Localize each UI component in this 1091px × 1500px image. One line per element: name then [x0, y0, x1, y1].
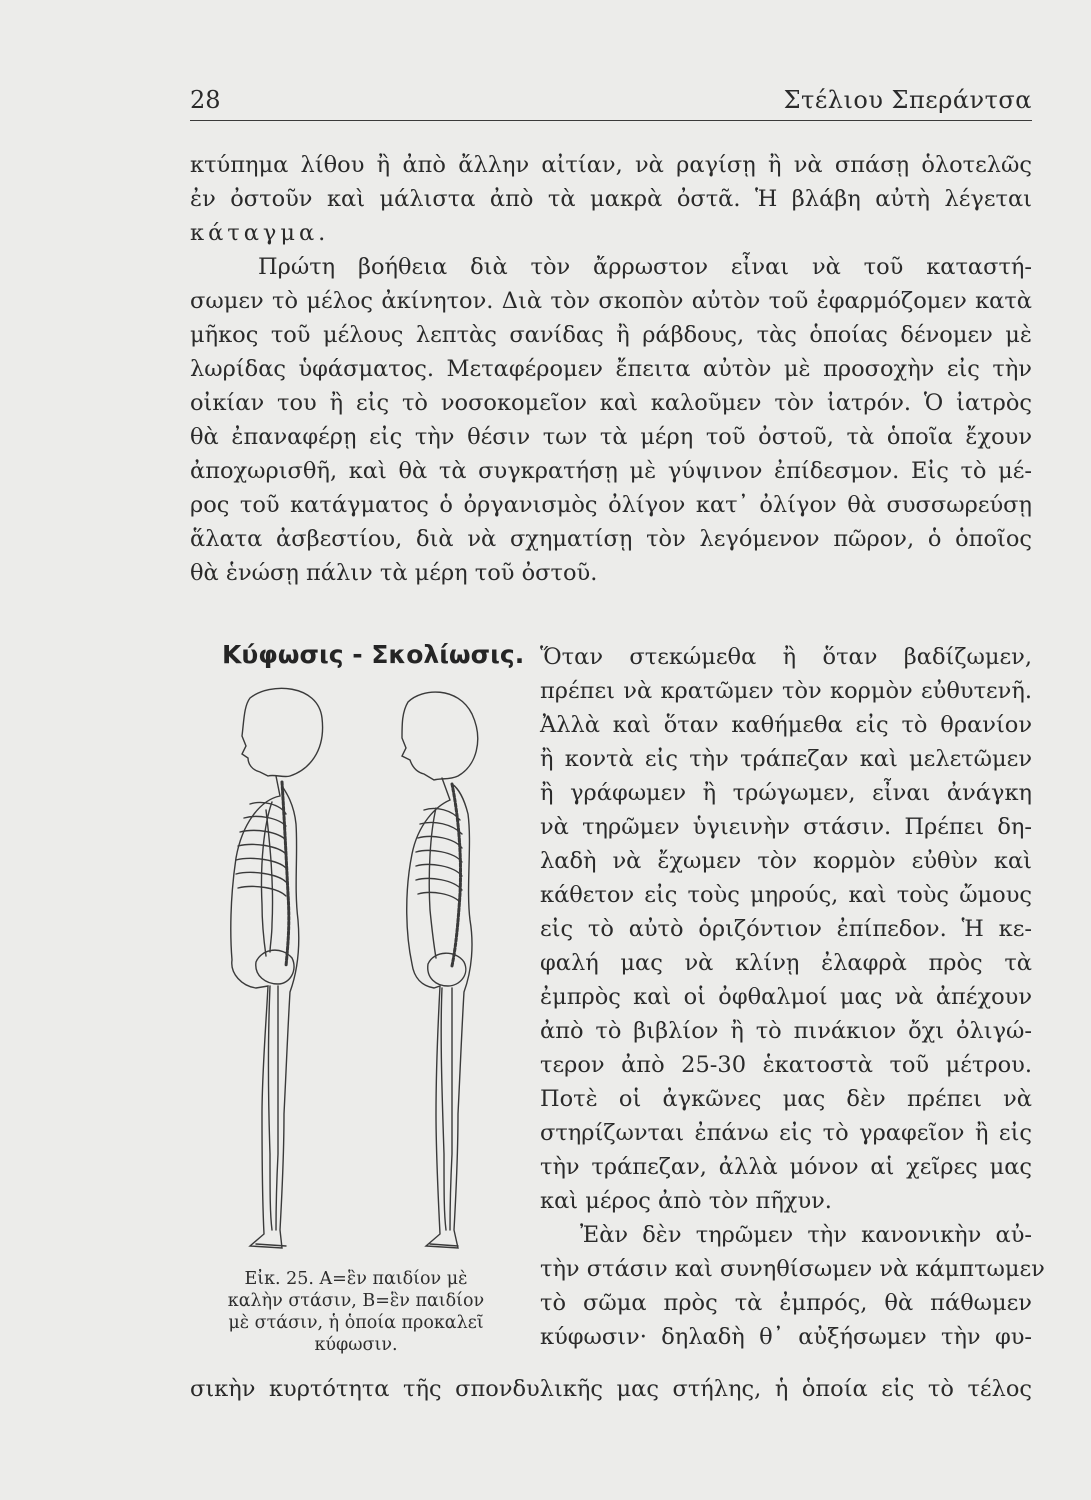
figure-skeletons — [190, 674, 520, 1266]
paragraph-first-aid — [190, 250, 1032, 590]
text-line: κτύπημα λίθου ἢ ἀπὸ ἄλλην αἰτίαν, νὰ ραγίσῃ ἢ νὰ σπάσῃ ὁλοτελῶς — [190, 152, 1032, 178]
text-line: κύφωσιν· δηλαδὴ θ᾽ αὐξήσωμεν τὴν φυ- — [540, 1324, 1032, 1350]
text-line: Ὅταν στεκώμεθα ἢ ὅταν βαδίζωμεν, — [540, 644, 1032, 670]
text-line: κάταγμα. — [190, 220, 330, 246]
text-line: Πρώτη βοήθεια διὰ τὸν ἄρρωστον εἶναι νὰ τοῦ καταστή- — [258, 254, 1032, 280]
page-header — [190, 86, 1032, 121]
text-line: τὴν τράπεζαν, ἀλλὰ μόνον αἱ χεῖρες μας — [540, 1154, 1032, 1180]
text-line: ἢ γράφωμεν ἢ τρώγωμεν, εἶναι ἀνάγκη — [540, 780, 1032, 806]
text-line: τὸ σῶμα πρὸς τὰ ἐμπρός, θὰ πάθωμεν — [540, 1290, 1032, 1316]
running-head: Στέλιου Σπεράντσα — [783, 86, 1032, 114]
text-line: οἰκίαν του ἢ εἰς τὸ νοσοκομεῖον καὶ καλοῦμεν τὸν ἰατρόν. Ὁ ἰατρὸς — [190, 390, 1032, 416]
text-line: ἢ κοντὰ εἰς τὴν τράπεζαν καὶ μελετῶμεν — [540, 746, 1032, 772]
text-line: σωμεν τὸ μέλος ἀκίνητον. Διὰ τὸν σκοπὸν αὐτὸν τοῦ ἐφαρμόζομεν κατὰ — [190, 288, 1032, 314]
text-line: ρος τοῦ κατάγματος ὁ ὀργανισμὸς ὀλίγον κατ᾽ ὀλίγον θὰ συσσωρεύσῃ — [190, 492, 1032, 518]
skeleton-kyphosis-posture — [402, 692, 478, 1248]
text-line: ἐμπρὸς καὶ οἱ ὀφθαλμοί μας νὰ ἀπέχουν — [540, 984, 1032, 1010]
text-line: ἐν ὀστοῦν καὶ μάλιστα ἀπὸ τὰ μακρὰ ὀστᾶ. Ἡ βλάβη αὐτὴ λέγεται — [190, 186, 1032, 212]
text-line: μῆκος τοῦ μέλους λεπτὰς σανίδας ἢ ράβδους, τὰς ὁποίας δένομεν μὲ — [190, 322, 1032, 348]
text-line: ἀπὸ τὸ βιβλίον ἢ τὸ πινάκιον ὄχι ὀλιγώ- — [540, 1018, 1032, 1044]
text-line: Ἐὰν δὲν τηρῶμεν τὴν κανονικὴν αὐ- — [580, 1222, 1032, 1248]
caption-line: καλὴν στάσιν, Β=ἓν παιδίον — [227, 1291, 485, 1311]
text-line: ἅλατα ἀσβεστίου, διὰ νὰ σχηματίσῃ τὸν λεγόμενον πῶρον, ὁ ὁποῖος — [190, 526, 1032, 552]
caption-line: μὲ στάσιν, ἡ ὁποία προκαλεῖ — [228, 1313, 484, 1333]
text-line: θὰ ἑνώσῃ πάλιν τὰ μέρη τοῦ ὀστοῦ. — [190, 560, 598, 586]
caption-line: Εἰκ. 25. Α=ἓν παιδίον μὲ — [244, 1269, 468, 1289]
text-line: λωρίδας ὑφάσματος. Μεταφέρομεν ἔπειτα αὐτὸν μὲ προσοχὴν εἰς τὴν — [190, 356, 1032, 382]
text-line: τὴν στάσιν καὶ συνηθίσωμεν νὰ κάμπτωμεν — [540, 1256, 1045, 1282]
text-line: στηρίζωνται ἐπάνω εἰς τὸ γραφεῖον ἢ εἰς — [540, 1120, 1032, 1146]
text-line: θὰ ἐπαναφέρῃ εἰς τὴν θέσιν των τὰ μέρη τοῦ ὀστοῦ, τὰ ὁποῖα ἔχουν — [190, 424, 1032, 450]
text-line: κάθετον εἰς τοὺς μηρούς, καὶ τοὺς ὤμους — [540, 882, 1032, 908]
caption-line: κύφωσιν. — [314, 1335, 398, 1355]
text-line: ἀποχωρισθῆ, καὶ θὰ τὰ συγκρατήσῃ μὲ γύψινον ἐπίδεσμον. Εἰς τὸ μέ- — [190, 458, 1032, 484]
skeleton-illustration — [190, 674, 520, 1266]
section-title: Κύφωσις - Σκολίωσις. — [222, 640, 525, 669]
text-line: Ἀλλὰ καὶ ὅταν καθήμεθα εἰς τὸ θρανίον — [540, 712, 1032, 738]
text-line: λαδὴ νὰ ἔχωμεν τὸν κορμὸν εὐθὺν καὶ — [540, 848, 1032, 874]
right-column-text — [540, 640, 1045, 1354]
text-line: Ποτὲ οἱ ἀγκῶνες μας δὲν πρέπει νὰ — [540, 1086, 1032, 1112]
text-line: εἰς τὸ αὐτὸ ὁριζόντιον ἐπίπεδον. Ἡ κε- — [540, 916, 1032, 942]
paragraph-fracture — [190, 148, 1032, 250]
text-line: φαλή μας νὰ κλίνῃ ἐλαφρὰ πρὸς τὰ — [540, 950, 1032, 976]
text-line: πρέπει νὰ κρατῶμεν τὸν κορμὸν εὐθυτενῆ. — [540, 678, 1032, 704]
text-line: τερον ἀπὸ 25-30 ἑκατοστὰ τοῦ μέτρου. — [540, 1052, 1032, 1078]
figure-caption — [196, 1268, 516, 1356]
continued-paragraph — [190, 1372, 1032, 1406]
text-line: καὶ μέρος ἀπὸ τὸν πῆχυν. — [540, 1188, 832, 1214]
page-number: 28 — [190, 86, 221, 114]
text-line: σικὴν κυρτότητα τῆς σπονδυλικῆς μας στήλης, ἡ ὁποία εἰς τὸ τέλος — [190, 1376, 1032, 1402]
text-line: νὰ τηρῶμεν ὑγιεινὴν στάσιν. Πρέπει δη- — [540, 814, 1032, 840]
skeleton-good-posture — [231, 688, 323, 1248]
